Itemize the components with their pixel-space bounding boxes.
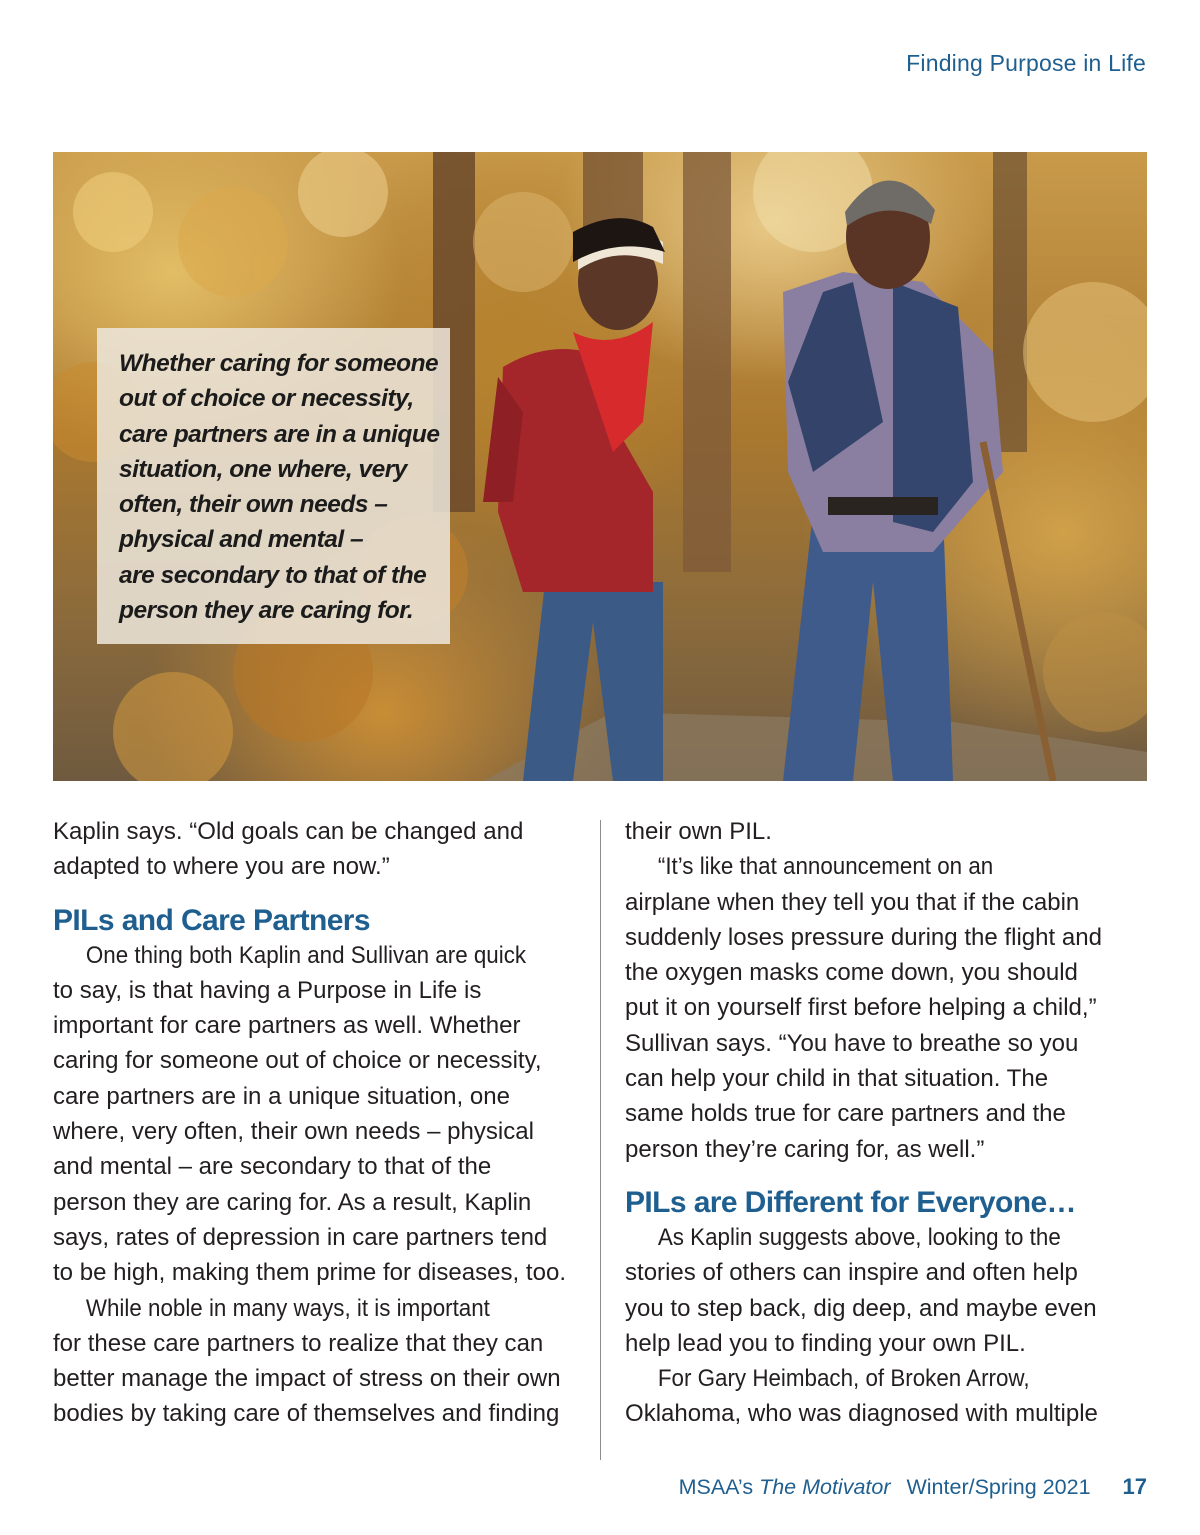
pull-quote-line: person they are caring for. [119,597,414,625]
left-column [53,814,583,1432]
left-paragraph-2 [53,1291,583,1432]
footer-publisher: MSAA’s [678,1475,754,1499]
pull-quote-line: are secondary to that of the [119,561,427,589]
pull-quote-line: physical and mental – [119,526,364,554]
text-line: better manage the impact of stress on their own [53,1365,561,1393]
text-line: the oxygen masks come down, you should [625,959,1078,987]
text-line: says, rates of depression in care partners tend [53,1223,548,1251]
text-line: care partners are in a unique situation, one [53,1082,510,1110]
article-photo [53,152,1147,781]
text-line: Sullivan says. “You have to breathe so you [625,1029,1079,1057]
text-line: for these care partners to realize that they can [53,1329,544,1357]
text-line: same holds true for care partners and the [625,1100,1066,1128]
text-line: their own PIL. [625,818,772,845]
text-line: adapted to where you are now.” [53,853,390,881]
text-line: stories of others can inspire and often help [625,1259,1078,1287]
pull-quote-line: Whether caring for someone [119,350,439,377]
text-line: person they are caring for. As a result, Kaplin [53,1188,532,1216]
pull-quote-line: often, their own needs – [119,491,388,519]
text-line: For Gary Heimbach, of Broken Arrow, [657,1365,1030,1393]
text-line: and mental – are secondary to that of the [53,1153,492,1181]
section-heading-different-for-everyone: PILs are Different for Everyone… [625,1185,1076,1219]
footer-issue: Winter/Spring 2021 [906,1475,1091,1499]
text-line: to say, is that having a Purpose in Life is [53,976,482,1004]
pull-quote-line: care partners are in a unique [119,420,440,448]
text-line: caring for someone out of choice or necessity, [53,1047,542,1075]
right-paragraph-3 [625,1361,1155,1432]
column-divider [600,820,601,1460]
right-intro-paragraph [625,814,1155,849]
text-line: to be high, making them prime for diseases, too. [53,1259,567,1287]
text-line: While noble in many ways, it is important [85,1294,490,1322]
text-line: put it on yourself first before helping a child,” [625,994,1097,1022]
spacer [625,1167,1155,1185]
text-line: Oklahoma, who was diagnosed with multiple [625,1400,1098,1428]
section-heading-care-partners: PILs and Care Partners [53,903,370,937]
running-head: Finding Purpose in Life [906,50,1146,76]
text-line: help lead you to finding your own PIL. [625,1329,1026,1357]
pull-quote [97,328,450,644]
text-line: Kaplin says. “Old goals can be changed and [53,818,524,845]
text-line: “It’s like that announcement on an [657,853,994,881]
left-paragraph-1 [53,938,583,1291]
left-intro-paragraph [53,814,583,885]
text-line: important for care partners as well. Whether [53,1012,521,1040]
right-paragraph-1 [625,849,1155,1167]
text-line: airplane when they tell you that if the cabin [625,888,1080,916]
text-line: you to step back, dig deep, and maybe even [625,1294,1097,1322]
spacer [53,885,583,903]
text-line: person they’re caring for, as well.” [625,1135,985,1163]
text-line: One thing both Kaplin and Sullivan are quick [85,941,527,969]
page-footer [679,1474,1147,1500]
text-line: bodies by taking care of themselves and finding [53,1400,560,1428]
text-line: suddenly loses pressure during the flight and [625,923,1102,951]
pull-quote-line: out of choice or necessity, [119,385,414,413]
text-line: where, very often, their own needs – physical [53,1118,534,1146]
text-line: As Kaplin suggests above, looking to the [657,1223,1061,1251]
text-line: can help your child in that situation. The [625,1065,1049,1093]
pull-quote-line: situation, one where, very [119,455,407,483]
footer-magazine-title: The Motivator [759,1475,891,1499]
right-column [625,814,1155,1432]
page-number: 17 [1122,1474,1147,1499]
right-paragraph-2 [625,1220,1155,1361]
